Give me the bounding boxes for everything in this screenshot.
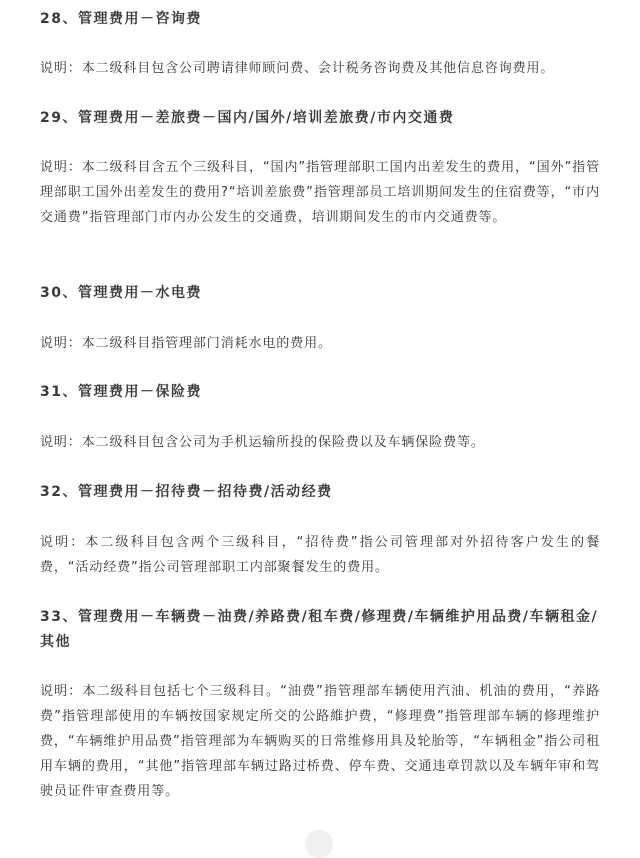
section-description: 说明：本二级科目包含公司聘请律师顾问费、会计税务咨询费及其他信息咨询费用。 [40, 61, 555, 76]
section-description: 说明：本二级科目包含两个三级科目，“招待费”指公司管理部对外招待客户发生的餐费，“活动经费”指公司管理部职工内部聚餐发生的费用。 [40, 535, 600, 575]
section-heading: 29、管理费用－差旅费－国内/国外/培训差旅费/市内交通费 [40, 110, 455, 126]
section-description: 说明：本二级科目包含公司为手机运输所投的保险费以及车辆保险费等。 [40, 435, 485, 450]
section-description: 说明：本二级科目包括七个三级科目。“油费”指管理部车辆使用汽油、机油的费用，“养路费”指管理部使用的车辆按国家规定所交的公路維护费，“修理费”指管理部车辆的修理维护费，“车辆维护用品费”指管理部为车辆购买的日常维修用具及轮胎等，“车辆租金”指公司租用车辆的费用，“其他”指管理部车辆过路过桥费、停车费、交通违章罚款以及车辆年审和驾驶员证件审查费用等。 [40, 684, 600, 799]
section-heading: 31、管理费用－保险费 [40, 384, 202, 400]
section-description: 说明：本二级科目含五个三级科目，“国内”指管理部职工国内出差发生的费用，“国外”指管理部职工国外出差发生的费用?“培训差旅费”指管理部员工培训期间发生的住宿费等，“市内交通费”指管理部门市内办公发生的交通费，培训期间发生的市内交通费等。 [40, 160, 600, 225]
section-heading: 28、管理费用－咨询费 [40, 11, 202, 27]
section-heading: 32、管理费用－招待费－招待费/活动经费 [40, 484, 333, 500]
scroll-indicator[interactable] [305, 830, 333, 858]
section-description: 说明：本二级科目指管理部门消耗水电的费用。 [40, 336, 332, 351]
section-heading: 33、管理费用－车辆费－油费/养路费/租车费/修理费/车辆维护用品费/车辆租金/其他 [40, 609, 599, 650]
section-heading: 30、管理费用－水电费 [40, 285, 202, 301]
